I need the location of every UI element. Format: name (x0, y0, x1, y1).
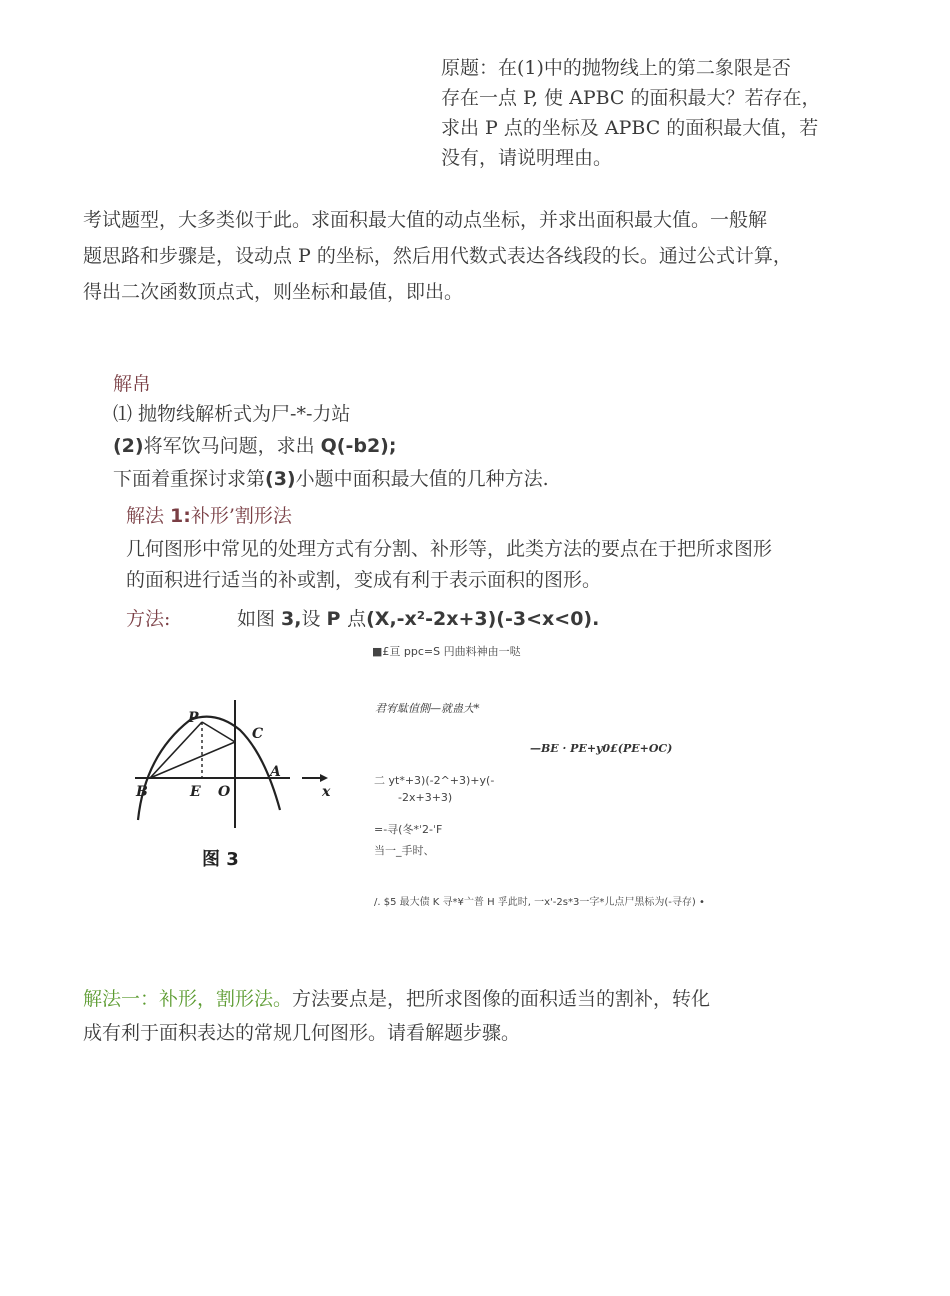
method-text-a: 如图 (237, 608, 282, 630)
segment-pc (202, 722, 235, 742)
step-3-number: (3) (265, 468, 296, 490)
label-o: O (218, 784, 231, 800)
closing-method-title: 解法一：补形，割形法。 (83, 988, 293, 1010)
step-2-point: Q(-b2); (320, 435, 397, 457)
segment-bp (150, 722, 202, 778)
intro-line: 题思路和步骤是，设动点 P 的坐标，然后用代数式表达各线段的长。通过公式计算， (83, 245, 792, 267)
method-1-description (126, 534, 866, 596)
scan-note-3: —BE · PE+y0£(PE+OC) (530, 742, 673, 755)
method-text-point-p: P (326, 608, 348, 630)
method-text-coordinates: (X,-x²-2x+3)(-3<x<0). (366, 608, 600, 630)
original-problem-line: 没有，请说明理由。 (441, 147, 613, 169)
step-2-number: (2) (113, 435, 144, 457)
method-1-desc-line: 的面积进行适当的补或割，变成有利于表示面积的图形。 (126, 569, 602, 591)
method-text-figure-num: 3, (281, 608, 302, 630)
closing-paragraph (83, 982, 843, 1050)
original-problem-line: 求出 P 点的坐标及 APBC 的面积最大值，若 (441, 117, 819, 139)
scan-note-4: 二 yt*+3)(-2^+3)+y(- (374, 774, 495, 787)
scan-note-2: 君宥駄值側—就蛊大* (375, 702, 480, 715)
closing-line-1-rest: 方法要点是，把所求图像的面积适当的割补，转化 (292, 988, 711, 1010)
method-1-title (126, 501, 292, 531)
solution-step-3 (113, 464, 549, 494)
figure-3-graph (130, 700, 340, 880)
scan-note-6: =-寻(冬*ˈ2-ˈF (374, 823, 443, 836)
original-problem-line: 存在一点 P, 使 APBC 的面积最大？若存在， (441, 87, 821, 109)
label-p: P (188, 710, 199, 726)
method-label: 方法: (126, 608, 171, 630)
intro-line: 考试题型，大多类似于此。求面积最大值的动点坐标，并求出面积最大值。一般解 (83, 209, 768, 231)
method-1-title-b: 补形’割形法 (190, 505, 292, 527)
label-x: x (322, 784, 331, 800)
label-b: B (136, 784, 148, 800)
closing-line-2: 成有利于面积表达的常规几何图形。请看解题步骤。 (83, 1022, 521, 1044)
solution-step-1: ⑴ 抛物线解析式为尸-*-力站 (113, 403, 351, 425)
method-text-c: 设 (301, 608, 327, 630)
scan-note-8: /. $5 最大债 K 寻*¥亠普 H 孚此时, 一x'-2s*3一字*儿点尸黑标为(-寻存) • (374, 897, 705, 908)
method-1-desc-line: 几何图形中常见的处理方式有分割、补形等，此类方法的要点在于把所求图形 (126, 538, 773, 560)
scan-note-1: ■£亘 ppc=S 円曲料神由一哒 (372, 645, 521, 658)
figure-3 (130, 700, 340, 880)
label-c: C (252, 726, 264, 742)
scan-note-7: 当一_手时、 (374, 844, 435, 857)
method-text-e: 点 (347, 608, 367, 630)
method-1-title-num: 1: (170, 505, 191, 527)
figure-caption: 图 3 (202, 849, 239, 870)
step-3-text-b: 小题中面积最大值的几种方法. (295, 468, 549, 490)
solution-step-2 (113, 431, 396, 461)
step-2-text: 将军饮马问题，求出 (143, 435, 321, 457)
scan-note-5: -2x+3+3) (398, 791, 453, 804)
original-problem (441, 53, 861, 173)
method-text (237, 604, 599, 634)
solution-heading: 解帛 (113, 373, 152, 395)
intro-line: 得出二次函数顶点式，则坐标和最值，即出。 (83, 281, 464, 303)
label-a: A (270, 764, 281, 780)
closing-line-1 (83, 982, 843, 1016)
original-problem-line: 原题：在(1)中的抛物线上的第二象限是否 (441, 57, 791, 79)
x-axis-arrowhead (320, 774, 328, 782)
intro-paragraph (83, 202, 883, 310)
step-3-text-a: 下面着重探讨求第 (113, 468, 266, 490)
method-1-title-a: 解法 (126, 505, 171, 527)
label-e: E (190, 784, 201, 800)
